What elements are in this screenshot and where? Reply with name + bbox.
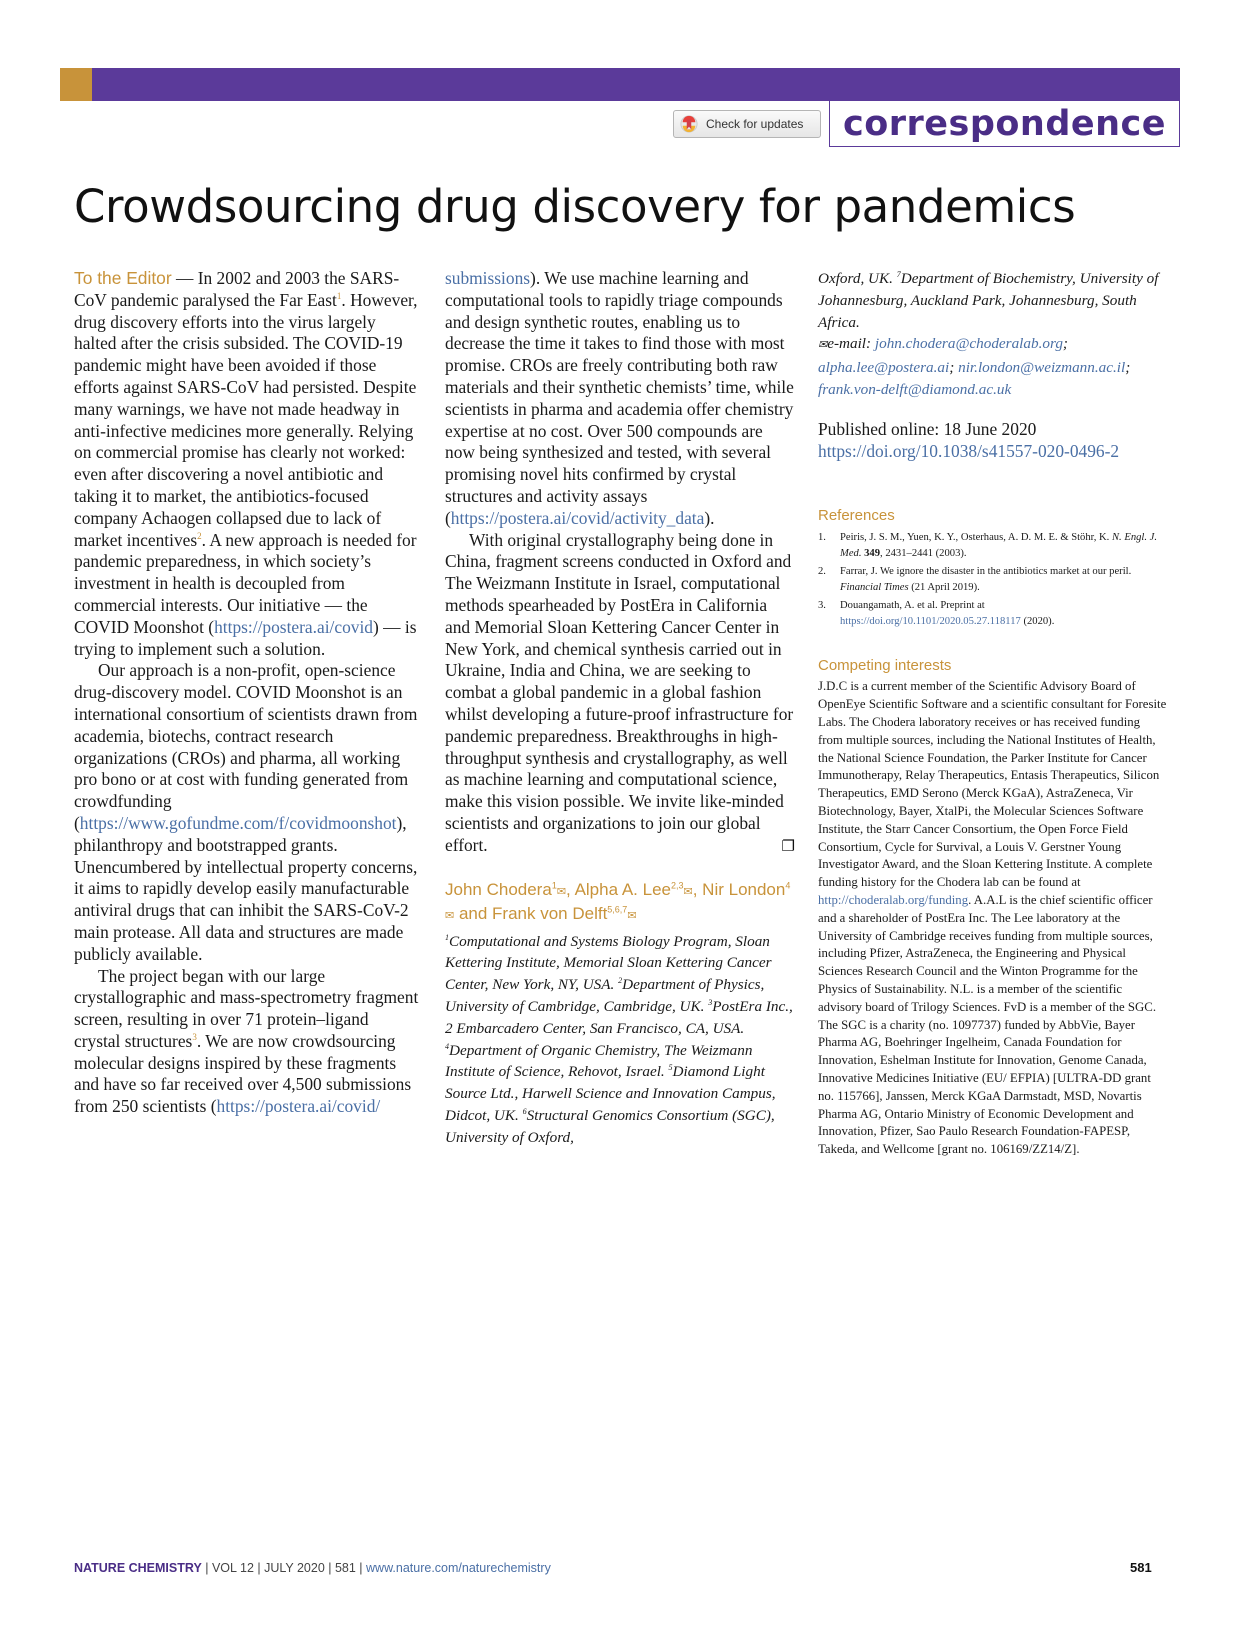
article-title: Crowdsourcing drug discovery for pandemics: [74, 180, 1076, 233]
postera-activity-link[interactable]: https://postera.ai/covid/activity_data: [450, 507, 705, 528]
paragraph-4: submissions). We use machine learning and computational tools to rapidly triage compounds and design synthetic routes, enabling us to decrease the time it takes to find those with most promise. CROs are freely contributing both raw materials and their synthetic chemists’ time, while scientists in pharma and academia offer chemistry expertise at no cost. Over 500 compounds are now being synthesized and tested, with several promising novel hits confirmed by crystal structures and activity assays (https://postera.ai/covid/activity_data).: [445, 268, 794, 528]
section-label: correspondence: [829, 101, 1180, 147]
competing-interests-heading: Competing interests: [818, 657, 952, 675]
paragraph-2: Our approach is a non-profit, open-science drug-discovery model. COVID Moonshot is an international consortium of scientists drawn from academia, biotechs, contract research organizations (CROs) and pharma, all working pro bono or at cost with funding generated from crowdfunding (https://www.gofundme.com/f/covidmoonshot), philanthropy and bootstrapped grants. Unencumbered by intellectual property concerns, it aims to rapidly develop easily manufacturable antiviral drugs that can inhibit the SARS-CoV-2 main protease. All data and structures are made publicly available.: [74, 660, 418, 964]
journal-name: NATURE CHEMISTRY: [74, 1561, 202, 1575]
email-icon[interactable]: ✉: [683, 885, 693, 898]
emails: ✉e-mail: john.chodera@choderalab.org; alpha.lee@postera.ai; nir.london@weizmann.ac.il; frank.von-delft@diamond.ac.uk: [818, 335, 1131, 398]
footer-citation: NATURE CHEMISTRY | VOL 12 | JULY 2020 | 581 | www.nature.com/naturechemistry: [74, 1561, 551, 1575]
paragraph-5: With original crystallography being done in China, fragment screens conducted in Oxford and The Weizmann Institute in Israel, computational methods spearheaded by PostEra in California and Memorial Sloan Kettering Cancer Center in New York, and chemical synthesis carried out in Ukraine, India and China, we are seeking to combat a global pandemic in a global fashion whilst developing a future-proof infrastructure for pandemic preparedness. Breakthroughs in high-throughput synthesis and crystallography, as well as machine learning and computational science, make this vision possible. We invite like-minded scientists and organizations to join our global effort. ❐: [445, 530, 795, 857]
page-number: 581: [1130, 1560, 1152, 1575]
email-lee-link[interactable]: alpha.lee@postera.ai: [818, 359, 950, 377]
ref-3-doi-link[interactable]: https://doi.org/10.1101/2020.05.27.118117: [840, 616, 1021, 628]
end-mark-icon: ❐: [781, 838, 795, 855]
ref-3-link[interactable]: 3: [192, 1032, 197, 1043]
ref-2-link[interactable]: 2: [197, 530, 202, 541]
header-bar: [60, 68, 1180, 101]
email-von-delft-link[interactable]: frank.von-delft@diamond.ac.uk: [818, 380, 1012, 398]
paragraph-1: To the Editor — In 2002 and 2003 the SARS-CoV pandemic paralysed the Far East$^1$. However, drug discovery efforts into the virus largely halted after the crisis subsided. The COVID-19 pandemic might have been avoided if those efforts against SARS-CoV had persisted. Despite many warnings, we have not made headway in anti-infective medicines more generally. Relying on commercial promise has clearly not worked: even after discovering a novel antibiotic and taking it to market, the antibiotics-focused company Achaogen collapsed due to lack of market incentives$^2$. A new approach is needed for pandemic preparedness, in which society’s investment in health is decoupled from commercial interests. Our initiative — the COVID Moonshot (https://postera.ai/covid) — is trying to implement such a solution.: [74, 268, 418, 659]
choderalab-funding-link[interactable]: http://choderalab.org/funding: [818, 892, 969, 907]
doi-link[interactable]: https://doi.org/10.1038/s41557-020-0496-2: [818, 440, 1120, 461]
author-london[interactable]: Nir London: [702, 879, 786, 899]
affiliations-cont: Oxford, UK. $^7$Department of Biochemistry, University of Johannesburg, Auckland Park, Johannesburg, South Africa.: [818, 269, 1159, 331]
author-lee[interactable]: Alpha A. Lee: [574, 879, 671, 899]
author-von-delft[interactable]: Frank von Delft: [492, 903, 608, 923]
email-chodera-link[interactable]: john.chodera@choderalab.org: [874, 335, 1063, 353]
reference-item: 1. Peiris, J. S. M., Yuen, K. Y., Osterhaus, A. D. M. E. & Stöhr, K. N. Engl. J. Med. 349, 2431–2441 (2003).: [818, 532, 1158, 560]
check-for-updates-label: Check for updates: [706, 117, 804, 131]
column-3: [818, 268, 1168, 1159]
postera-submissions-link-cont[interactable]: submissions: [445, 268, 531, 288]
to-the-editor: To the Editor: [74, 268, 172, 288]
check-for-updates-button[interactable]: [673, 110, 821, 138]
author-chodera[interactable]: John Chodera: [445, 879, 552, 899]
affiliations: $^1$Computational and Systems Biology Program, Sloan Kettering Institute, Memorial Sloan Kettering Cancer Center, New York, NY, USA. $^2$Department of Physics, University of Cambridge, Cambridge, UK. $^3$PostEra Inc., 2 Embarcadero Center, San Francisco, CA, USA. $^4$Department of Organic Chemistry, The Weizmann Institute of Science, Rehovot, Israel. $^5$Diamond Light Source Ltd., Harwell Science and Innovation Campus, Didcot, UK. $^6$Structural Genomics Consortium (SGC), University of Oxford,: [445, 932, 793, 1146]
published-date: Published online: 18 June 2020 https://doi.org/10.1038/s41557-020-0496-2: [818, 418, 1120, 461]
reference-item: 3. Douangamath, A. et al. Preprint at https://doi.org/10.1101/2020.05.27.118117 (2020).: [818, 600, 1055, 628]
header-accent-block: [60, 68, 92, 101]
email-icon[interactable]: ✉: [627, 909, 637, 922]
column-1: [74, 268, 419, 1118]
column-2: [445, 268, 795, 1148]
references-heading: References: [818, 507, 895, 525]
journal-url-link[interactable]: www.nature.com/naturechemistry: [366, 1561, 551, 1575]
email-icon[interactable]: ✉: [556, 885, 567, 898]
ref-1-link[interactable]: 1: [336, 291, 342, 301]
email-london-link[interactable]: nir.london@weizmann.ac.il: [958, 359, 1126, 377]
crossmark-icon: [680, 115, 698, 133]
references-list: [818, 530, 1168, 630]
paragraph-3: The project began with our large crystallographic and mass-spectrometry fragment screen, resulting in over 71 protein–ligand crystal structures$^3$. We are now crowdsourcing molecular designs inspired by these fragments and have so far received over 4,500 submissions from 250 scientists (https://postera.ai/covid/: [74, 965, 419, 1117]
email-icon[interactable]: ✉: [445, 909, 455, 922]
author-list: John Chodera$^1$✉, Alpha A. Lee$^{2,3}$✉, Nir London$^4$✉ and Frank von Delft$^{5,6,7}$✉: [445, 879, 791, 923]
gofundme-link[interactable]: https://www.gofundme.com/f/covidmoonshot: [79, 812, 397, 833]
competing-interests-text: J.D.C is a current member of the Scientific Advisory Board of OpenEye Scientific Software and a scientific consultant for Foresite Labs. The Chodera laboratory receives or has received funding from multiple sources, including the National Institutes of Health, the National Science Foundation, the Parker Institute for Cancer Immunotherapy, Relay Therapeutics, Entasis Therapeutics, Silicon Therapeutics, EMD Serono (Merck KGaA), AstraZeneca, Vir Biotechnology, Bayer, XtalPi, the Molecular Sciences Software Institute, the Starr Cancer Consortium, the Open Force Field Consortium, Cycle for Survival, a Louis V. Gerstner Young Investigator Award, and the Sloan Kettering Institute. A complete funding history for the Chodera lab can be found at http://choderalab.org/funding. A.A.L is the chief scientific officer and a shareholder of PostEra Inc. The Lee laboratory at the University of Cambridge receives funding from multiple sources, including Pfizer, AstraZeneca, the Engineering and Physical Sciences Research Council and the Winton Programme for the Physics of Sustainability. N.L. is a member of the scientific advisory board of Trilogy Sciences. FvD is a member of the SGC. The SGC is a charity (no. 1097737) funded by AbbVie, Bayer Pharma AG, Boehringer Ingelheim, Canada Foundation for Innovation, Eshelman Institute for Innovation, Genome Canada, Innovative Medicines Initiative (EU/ EFPIA) [ULTRA-DD grant no. 115766], Janssen, Merck KGaA Darmstadt, MSD, Novartis Pharma AG, Ontario Ministry of Economic Development and Innovation, Pfizer, Sao Paulo Research Foundation-FAPESP, Takeda, and Wellcome [grant no. 106169/ZZ14/Z].: [818, 679, 1167, 1157]
reference-item: 2. Farrar, J. We ignore the disaster in the antibiotics market at our peril. Financial Times (21 April 2019).: [818, 566, 1132, 594]
postera-submissions-link[interactable]: https://postera.ai/covid/: [216, 1096, 381, 1117]
email-icon: ✉: [818, 339, 828, 352]
postera-covid-link[interactable]: https://postera.ai/covid: [214, 616, 373, 637]
